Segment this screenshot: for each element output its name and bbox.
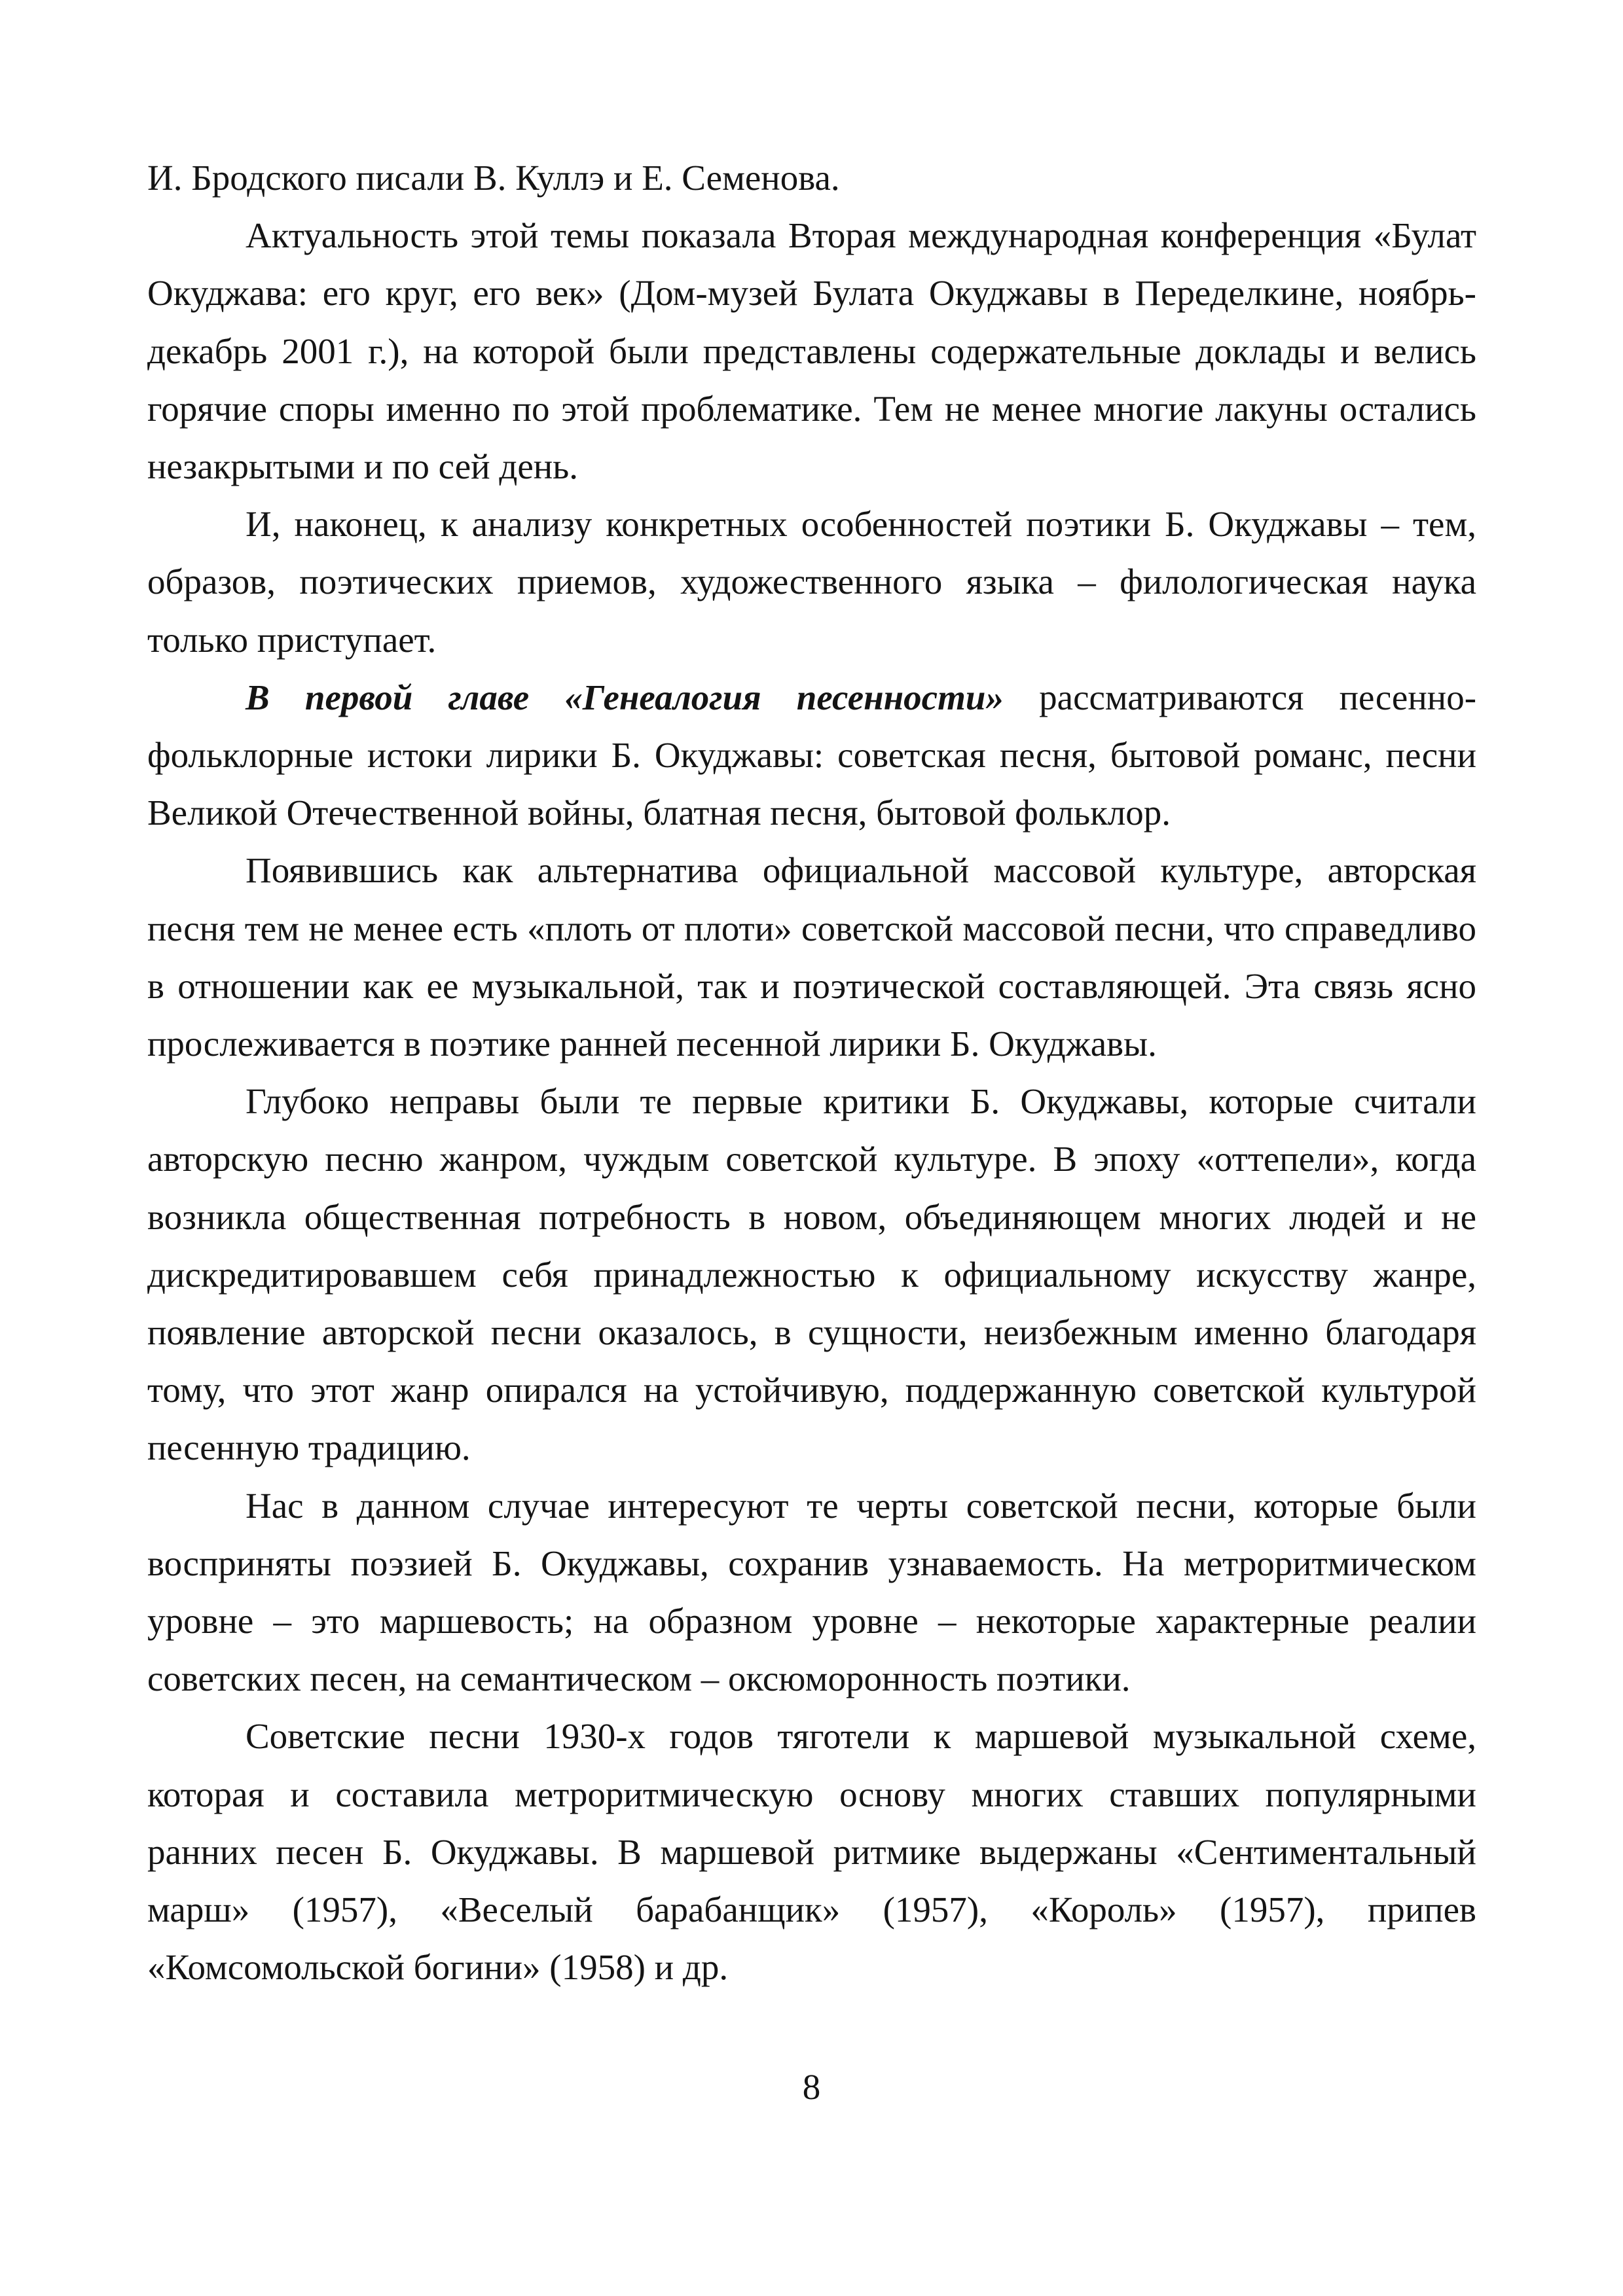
page-number: 8: [802, 2067, 821, 2107]
paragraph-critics: Глубоко неправы были те первые критики Б. Окуджавы, которые считали авторскую песню жанром, чуждым советской культуре. В эпоху «оттепели», когда возникла общественная потребность в новом, объединяющем многих людей и не дискредитировавшем себя принадлежностью к официальному искусству жанре, появление авторской песни оказалось, в сущности, неизбежным именно благодаря тому, что этот жанр опирался на устойчивую, поддержанную советской культурой песенную традицию.: [147, 1081, 1476, 1468]
paragraph-analysis: И, наконец, к анализу конкретных особенностей поэтики Б. Окуджавы – тем, образов, поэтических приемов, художественного языка – филологическая наука только приступает.: [147, 504, 1476, 660]
paragraph-march-songs: Советские песни 1930-х годов тяготели к маршевой музыкальной схеме, которая и составила метроритмическую основу многих ставших популярными ранних песен Б. Окуджавы. В маршевой ритмике выдержаны «Сентиментальный марш» (1957), «Веселый барабанщик» (1957), «Король» (1957), припев «Комсомольской богини» (1958) и др.: [147, 1716, 1476, 1988]
page-body: [147, 149, 1476, 1997]
paragraph-features: Нас в данном случае интересуют те черты советской песни, которые были восприняты поэзией Б. Окуджавы, сохранив узнаваемость. На метроритмическом уровне – это маршевость; на образном уровне – некоторые характерные реалии советских песен, на семантическом – оксюморонность поэтики.: [147, 1485, 1476, 1699]
paragraph-continuation: И. Бродского писали В. Куллэ и Е. Семенова.: [147, 158, 840, 198]
paragraph-first-chapter-text: рассматриваются песенно-фольклорные истоки лирики Б. Окуджавы: советская песня, бытовой романс, песни Великой Отечественной войны, блатная песня, бытовой фольклор.: [147, 677, 1477, 833]
paragraph-first-chapter: [147, 669, 1476, 842]
paragraph-relevance: Актуальность этой темы показала Вторая международная конференция «Булат Окуджава: его круг, его век» (Дом-музей Булата Окуджавы в Переделкине, ноябрь-декабрь 2001 г.), на которой были представлены содержательные доклады и велись горячие споры именно по этой проблематике. Тем не менее многие лакуны остались незакрытыми и по сей день.: [147, 215, 1476, 487]
chapter-title-emphasis: В первой главе «Генеалогия песенности»: [246, 677, 1004, 717]
paragraph-alternative: Появившись как альтернатива официальной массовой культуре, авторская песня тем не менее есть «плоть от плоти» советской массовой песни, что справедливо в отношении как ее музыкальной, так и поэтической составляющей. Эта связь ясно прослеживается в поэтике ранней песенной лирики Б. Окуджавы.: [147, 850, 1476, 1064]
